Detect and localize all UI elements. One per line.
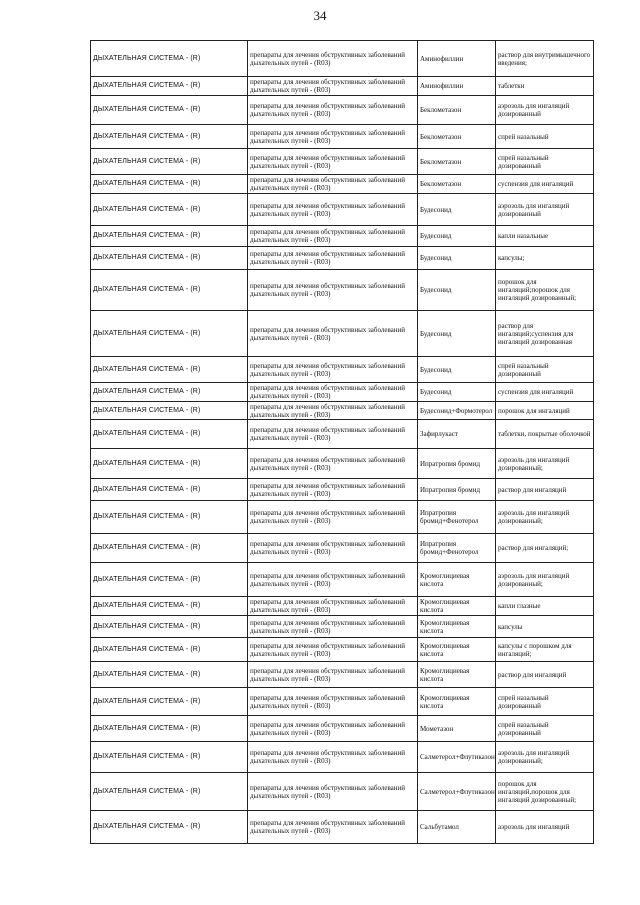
table-row bbox=[91, 449, 594, 479]
cell-substance: Будесонид bbox=[418, 383, 496, 402]
cell-dosage-form: спрей назальный bbox=[496, 125, 594, 149]
table-row bbox=[91, 41, 594, 77]
cell-system: ДЫХАТЕЛЬНАЯ СИСТЕМА - (R) bbox=[91, 716, 248, 742]
cell-substance: Аминофиллин bbox=[418, 77, 496, 96]
cell-system: ДЫХАТЕЛЬНАЯ СИСТЕМА - (R) bbox=[91, 194, 248, 226]
cell-group: препараты для лечения обструктивных заболеваний дыхательных путей - (R03) bbox=[248, 311, 418, 357]
cell-system: ДЫХАТЕЛЬНАЯ СИСТЕМА - (R) bbox=[91, 479, 248, 501]
cell-dosage-form: спрей назальный дозированный bbox=[496, 716, 594, 742]
cell-dosage-form: спрей назальный дозированный bbox=[496, 688, 594, 716]
cell-system: ДЫХАТЕЛЬНАЯ СИСТЕМА - (R) bbox=[91, 688, 248, 716]
cell-dosage-form: спрей назальный дозированный bbox=[496, 149, 594, 175]
cell-substance: Беклометазон bbox=[418, 175, 496, 194]
table-row bbox=[91, 194, 594, 226]
cell-substance: Будесонид bbox=[418, 194, 496, 226]
cell-dosage-form: таблетки bbox=[496, 77, 594, 96]
cell-substance: Будесонид bbox=[418, 247, 496, 270]
cell-substance: Кромоглициевая кислота bbox=[418, 638, 496, 662]
cell-substance: Салметерол+Флутиказон bbox=[418, 742, 496, 773]
cell-dosage-form: капсулы; bbox=[496, 247, 594, 270]
cell-system: ДЫХАТЕЛЬНАЯ СИСТЕМА - (R) bbox=[91, 383, 248, 402]
cell-system: ДЫХАТЕЛЬНАЯ СИСТЕМА - (R) bbox=[91, 41, 248, 77]
table-row bbox=[91, 247, 594, 270]
cell-substance: Ипратропия бромид bbox=[418, 449, 496, 479]
cell-dosage-form: раствор для ингаляций bbox=[496, 479, 594, 501]
cell-system: ДЫХАТЕЛЬНАЯ СИСТЕМА - (R) bbox=[91, 662, 248, 688]
cell-system: ДЫХАТЕЛЬНАЯ СИСТЕМА - (R) bbox=[91, 247, 248, 270]
cell-group: препараты для лечения обструктивных заболеваний дыхательных путей - (R03) bbox=[248, 534, 418, 563]
table-row bbox=[91, 811, 594, 844]
cell-dosage-form: капли назальные bbox=[496, 226, 594, 247]
cell-group: препараты для лечения обструктивных заболеваний дыхательных путей - (R03) bbox=[248, 247, 418, 270]
cell-dosage-form: раствор для внутримышечного введения; bbox=[496, 41, 594, 77]
table-row bbox=[91, 175, 594, 194]
cell-substance: Будесонид+Формотерол bbox=[418, 402, 496, 420]
table-row bbox=[91, 226, 594, 247]
cell-group: препараты для лечения обструктивных заболеваний дыхательных путей - (R03) bbox=[248, 616, 418, 638]
cell-group: препараты для лечения обструктивных заболеваний дыхательных путей - (R03) bbox=[248, 149, 418, 175]
cell-dosage-form: раствор для ингаляций bbox=[496, 662, 594, 688]
table-row bbox=[91, 534, 594, 563]
cell-group: препараты для лечения обструктивных заболеваний дыхательных путей - (R03) bbox=[248, 563, 418, 597]
cell-dosage-form: аэрозоль для ингаляций дозированный bbox=[496, 194, 594, 226]
drug-registry-table bbox=[90, 40, 594, 844]
cell-group: препараты для лечения обструктивных заболеваний дыхательных путей - (R03) bbox=[248, 194, 418, 226]
cell-dosage-form: аэрозоль для ингаляций дозированный; bbox=[496, 501, 594, 534]
cell-group: препараты для лечения обструктивных заболеваний дыхательных путей - (R03) bbox=[248, 773, 418, 811]
cell-group: препараты для лечения обструктивных заболеваний дыхательных путей - (R03) bbox=[248, 742, 418, 773]
cell-group: препараты для лечения обструктивных заболеваний дыхательных путей - (R03) bbox=[248, 420, 418, 449]
cell-dosage-form: капсулы bbox=[496, 616, 594, 638]
cell-dosage-form: спрей назальный дозированный bbox=[496, 357, 594, 383]
cell-substance: Будесонид bbox=[418, 270, 496, 311]
cell-system: ДЫХАТЕЛЬНАЯ СИСТЕМА - (R) bbox=[91, 501, 248, 534]
table-row bbox=[91, 149, 594, 175]
cell-group: препараты для лечения обструктивных заболеваний дыхательных путей - (R03) bbox=[248, 41, 418, 77]
cell-dosage-form: раствор для ингаляций; bbox=[496, 534, 594, 563]
cell-substance: Ипратропия бромид bbox=[418, 479, 496, 501]
table-row bbox=[91, 501, 594, 534]
table-row bbox=[91, 96, 594, 125]
table-row bbox=[91, 662, 594, 688]
cell-system: ДЫХАТЕЛЬНАЯ СИСТЕМА - (R) bbox=[91, 402, 248, 420]
cell-system: ДЫХАТЕЛЬНАЯ СИСТЕМА - (R) bbox=[91, 811, 248, 844]
table-row bbox=[91, 638, 594, 662]
cell-substance: Ипратропия бромид+Фенотерол bbox=[418, 534, 496, 563]
table-body bbox=[91, 41, 594, 844]
cell-group: препараты для лечения обструктивных заболеваний дыхательных путей - (R03) bbox=[248, 449, 418, 479]
cell-system: ДЫХАТЕЛЬНАЯ СИСТЕМА - (R) bbox=[91, 420, 248, 449]
cell-substance: Аминофиллин bbox=[418, 41, 496, 77]
cell-group: препараты для лечения обструктивных заболеваний дыхательных путей - (R03) bbox=[248, 96, 418, 125]
cell-dosage-form: суспензия для ингаляций bbox=[496, 383, 594, 402]
cell-group: препараты для лечения обструктивных заболеваний дыхательных путей - (R03) bbox=[248, 597, 418, 616]
cell-group: препараты для лечения обструктивных заболеваний дыхательных путей - (R03) bbox=[248, 638, 418, 662]
cell-dosage-form: порошок для ингаляций;порошок для ингаляций дозированный; bbox=[496, 270, 594, 311]
page-number: 34 bbox=[313, 8, 327, 23]
cell-substance: Беклометазон bbox=[418, 96, 496, 125]
cell-system: ДЫХАТЕЛЬНАЯ СИСТЕМА - (R) bbox=[91, 226, 248, 247]
table-row bbox=[91, 716, 594, 742]
cell-group: препараты для лечения обструктивных заболеваний дыхательных путей - (R03) bbox=[248, 175, 418, 194]
cell-system: ДЫХАТЕЛЬНАЯ СИСТЕМА - (R) bbox=[91, 270, 248, 311]
cell-substance: Ипратропия бромид+Фенотерол bbox=[418, 501, 496, 534]
cell-system: ДЫХАТЕЛЬНАЯ СИСТЕМА - (R) bbox=[91, 597, 248, 616]
cell-substance: Зафирлукаст bbox=[418, 420, 496, 449]
table-row bbox=[91, 77, 594, 96]
cell-substance: Беклометазон bbox=[418, 149, 496, 175]
cell-substance: Кромоглициевая кислота bbox=[418, 597, 496, 616]
cell-group: препараты для лечения обструктивных заболеваний дыхательных путей - (R03) bbox=[248, 688, 418, 716]
cell-system: ДЫХАТЕЛЬНАЯ СИСТЕМА - (R) bbox=[91, 534, 248, 563]
cell-substance: Кромоглициевая кислота bbox=[418, 688, 496, 716]
cell-system: ДЫХАТЕЛЬНАЯ СИСТЕМА - (R) bbox=[91, 149, 248, 175]
cell-group: препараты для лечения обструктивных заболеваний дыхательных путей - (R03) bbox=[248, 662, 418, 688]
table-row bbox=[91, 773, 594, 811]
cell-group: препараты для лечения обструктивных заболеваний дыхательных путей - (R03) bbox=[248, 77, 418, 96]
cell-substance: Будесонид bbox=[418, 226, 496, 247]
cell-group: препараты для лечения обструктивных заболеваний дыхательных путей - (R03) bbox=[248, 501, 418, 534]
table-row bbox=[91, 597, 594, 616]
cell-group: препараты для лечения обструктивных заболеваний дыхательных путей - (R03) bbox=[248, 402, 418, 420]
cell-substance: Кромоглициевая кислота bbox=[418, 662, 496, 688]
table-row bbox=[91, 479, 594, 501]
table-row bbox=[91, 383, 594, 402]
cell-group: препараты для лечения обструктивных заболеваний дыхательных путей - (R03) bbox=[248, 226, 418, 247]
cell-system: ДЫХАТЕЛЬНАЯ СИСТЕМА - (R) bbox=[91, 449, 248, 479]
cell-dosage-form: аэрозоль для ингаляций bbox=[496, 811, 594, 844]
cell-substance: Сальбутамол bbox=[418, 811, 496, 844]
cell-dosage-form: суспензия для ингаляций bbox=[496, 175, 594, 194]
cell-substance: Мометазон bbox=[418, 716, 496, 742]
cell-system: ДЫХАТЕЛЬНАЯ СИСТЕМА - (R) bbox=[91, 638, 248, 662]
table-row bbox=[91, 563, 594, 597]
table-row bbox=[91, 420, 594, 449]
cell-dosage-form: капсулы с порошком для ингаляций; bbox=[496, 638, 594, 662]
cell-system: ДЫХАТЕЛЬНАЯ СИСТЕМА - (R) bbox=[91, 311, 248, 357]
cell-group: препараты для лечения обструктивных заболеваний дыхательных путей - (R03) bbox=[248, 479, 418, 501]
cell-system: ДЫХАТЕЛЬНАЯ СИСТЕМА - (R) bbox=[91, 77, 248, 96]
cell-group: препараты для лечения обструктивных заболеваний дыхательных путей - (R03) bbox=[248, 125, 418, 149]
table-row bbox=[91, 742, 594, 773]
cell-substance: Будесонид bbox=[418, 357, 496, 383]
table-row bbox=[91, 688, 594, 716]
table-row bbox=[91, 357, 594, 383]
cell-group: препараты для лечения обструктивных заболеваний дыхательных путей - (R03) bbox=[248, 811, 418, 844]
cell-group: препараты для лечения обструктивных заболеваний дыхательных путей - (R03) bbox=[248, 716, 418, 742]
table-row bbox=[91, 125, 594, 149]
table-row bbox=[91, 616, 594, 638]
cell-substance: Кромоглициевая кислота bbox=[418, 563, 496, 597]
cell-system: ДЫХАТЕЛЬНАЯ СИСТЕМА - (R) bbox=[91, 96, 248, 125]
cell-dosage-form: аэрозоль для ингаляций дозированный; bbox=[496, 742, 594, 773]
cell-dosage-form: аэрозоль для ингаляций дозированный; bbox=[496, 563, 594, 597]
cell-group: препараты для лечения обструктивных заболеваний дыхательных путей - (R03) bbox=[248, 383, 418, 402]
cell-group: препараты для лечения обструктивных заболеваний дыхательных путей - (R03) bbox=[248, 357, 418, 383]
cell-dosage-form: порошок для ингаляций bbox=[496, 402, 594, 420]
cell-dosage-form: аэрозоль для ингаляций дозированный bbox=[496, 96, 594, 125]
cell-system: ДЫХАТЕЛЬНАЯ СИСТЕМА - (R) bbox=[91, 742, 248, 773]
cell-substance: Будесонид bbox=[418, 311, 496, 357]
cell-substance: Беклометазон bbox=[418, 125, 496, 149]
cell-system: ДЫХАТЕЛЬНАЯ СИСТЕМА - (R) bbox=[91, 125, 248, 149]
cell-dosage-form: порошок для ингаляций,порошок для ингаляций дозированный; bbox=[496, 773, 594, 811]
cell-dosage-form: раствор для ингаляций;суспензия для ингаляций дозированная bbox=[496, 311, 594, 357]
cell-group: препараты для лечения обструктивных заболеваний дыхательных путей - (R03) bbox=[248, 270, 418, 311]
table-row bbox=[91, 270, 594, 311]
cell-system: ДЫХАТЕЛЬНАЯ СИСТЕМА - (R) bbox=[91, 175, 248, 194]
table-row bbox=[91, 311, 594, 357]
cell-dosage-form: таблетки, покрытые оболочкой bbox=[496, 420, 594, 449]
table-row bbox=[91, 402, 594, 420]
cell-system: ДЫХАТЕЛЬНАЯ СИСТЕМА - (R) bbox=[91, 357, 248, 383]
cell-system: ДЫХАТЕЛЬНАЯ СИСТЕМА - (R) bbox=[91, 563, 248, 597]
cell-dosage-form: капли глазные bbox=[496, 597, 594, 616]
cell-substance: Кромоглициевая кислота bbox=[418, 616, 496, 638]
cell-system: ДЫХАТЕЛЬНАЯ СИСТЕМА - (R) bbox=[91, 616, 248, 638]
cell-system: ДЫХАТЕЛЬНАЯ СИСТЕМА - (R) bbox=[91, 773, 248, 811]
cell-dosage-form: аэрозоль для ингаляций дозированный; bbox=[496, 449, 594, 479]
cell-substance: Салметерол+Флутиказон bbox=[418, 773, 496, 811]
